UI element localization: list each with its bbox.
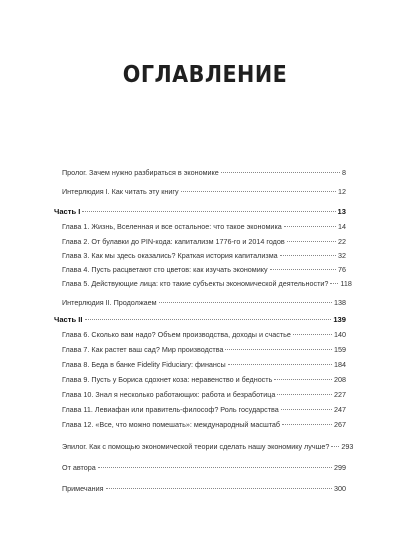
page-title: ОГЛАВЛЕНИЕ: [122, 62, 288, 88]
toc-entry-page: 208: [334, 375, 346, 384]
dot-leader: [331, 446, 339, 447]
toc-entry-page: 118: [340, 279, 352, 288]
toc-entry: [62, 222, 346, 231]
toc-entry-label: От автора: [62, 463, 96, 472]
toc-entry: [62, 168, 346, 177]
dot-leader: [106, 488, 333, 489]
toc-entry: [62, 463, 346, 472]
toc-entry-page: 76: [338, 265, 346, 274]
toc-entry: [62, 360, 346, 369]
toc-entry: [62, 279, 352, 288]
toc-entry: [62, 420, 346, 429]
toc-entry: [62, 251, 346, 260]
dot-leader: [277, 394, 332, 395]
dot-leader: [287, 241, 336, 242]
toc-entry-page: 227: [334, 390, 346, 399]
toc-entry: [62, 484, 346, 493]
dot-leader: [293, 334, 332, 335]
toc-entry-page: 300: [334, 484, 346, 493]
toc-entry-page: 293: [341, 442, 354, 451]
toc-entry-page: 267: [334, 420, 346, 429]
toc-entry: [62, 330, 346, 339]
dot-leader: [280, 255, 336, 256]
toc-entry: [62, 390, 346, 399]
toc-entry-page: 14: [338, 222, 346, 231]
toc-entry-page: 247: [334, 405, 346, 414]
toc-entry-page: 22: [338, 237, 346, 246]
toc-entry-label: Глава 12. «Все, что можно помешать»: международный масштаб: [62, 420, 281, 429]
toc-entry-page: 8: [342, 168, 346, 177]
toc-entry-label: Глава 2. От булавки до PIN-кода: капитализм 1776-го и 2014 годов: [62, 237, 285, 246]
dot-leader: [281, 409, 332, 410]
toc-entry-label: Глава 8. Беда в банке Fidelity Fiduciary: финансы: [62, 360, 226, 369]
toc-entry: [62, 405, 346, 414]
dot-leader: [228, 364, 332, 365]
toc-entry: [62, 298, 346, 307]
toc-entry: [62, 265, 346, 274]
dot-leader: [159, 302, 332, 303]
toc-entry-page: 12: [338, 187, 346, 196]
dot-leader: [274, 379, 332, 380]
dot-leader: [330, 283, 338, 284]
toc-entry-page: 139: [333, 315, 346, 324]
dot-leader: [82, 211, 335, 212]
toc-entry-label: Интерлюдия I. Как читать эту книгу: [62, 187, 179, 196]
toc-part-heading: [54, 315, 346, 324]
toc-entry: [62, 375, 346, 384]
toc-entry-label: Глава 5. Действующие лица: кто такие субъекты экономической деятельности?: [62, 279, 329, 288]
toc-entry-page: 184: [334, 360, 346, 369]
toc-entry-label: Глава 1. Жизнь, Вселенная и все остальное: что такое экономика: [62, 222, 282, 231]
toc-entry-label: Глава 6. Сколько вам надо? Объем производства, доходы и счастье: [62, 330, 291, 339]
dot-leader: [225, 349, 332, 350]
toc-entry: [62, 187, 346, 196]
toc-entry-label: Глава 11. Левиафан или правитель-философ? Роль государства: [62, 405, 279, 414]
toc-entry-page: 299: [334, 463, 346, 472]
toc-entry-page: 159: [334, 345, 346, 354]
toc-entry-label: Эпилог. Как с помощью экономической теории сделать нашу экономику лучше?: [62, 442, 330, 451]
dot-leader: [98, 467, 332, 468]
toc-entry-page: 13: [337, 207, 346, 216]
toc-entry: [62, 237, 346, 246]
dot-leader: [284, 226, 336, 227]
toc-entry-label: Часть II: [54, 315, 83, 324]
toc-entry-label: Глава 7. Как растет ваш сад? Мир производства: [62, 345, 224, 354]
toc-entry-page: 32: [338, 251, 346, 260]
toc-entry-label: Глава 9. Пусть у Бориса сдохнет коза: неравенство и бедность: [62, 375, 273, 384]
toc-entry-label: Часть I: [54, 207, 81, 216]
toc-entry: [62, 442, 354, 451]
toc-entry-page: 138: [334, 298, 346, 307]
toc-part-heading: [54, 207, 346, 216]
toc-entry-label: Примечания: [62, 484, 104, 493]
toc-entry-page: 140: [334, 330, 346, 339]
dot-leader: [181, 191, 336, 192]
toc-entry-label: Глава 10. Знал я несколько работающих: работа и безработица: [62, 390, 276, 399]
toc-entry-label: Глава 4. Пусть расцветают сто цветов: как изучать экономику: [62, 265, 268, 274]
dot-leader: [221, 172, 340, 173]
dot-leader: [282, 424, 332, 425]
toc-entry-label: Пролог. Зачем нужно разбираться в экономике: [62, 168, 219, 177]
dot-leader: [85, 319, 332, 320]
toc-entry: [62, 345, 346, 354]
toc-entry-label: Интерлюдия II. Продолжаем: [62, 298, 157, 307]
dot-leader: [270, 269, 336, 270]
toc-entry-label: Глава 3. Как мы здесь оказались? Краткая история капитализма: [62, 251, 278, 260]
